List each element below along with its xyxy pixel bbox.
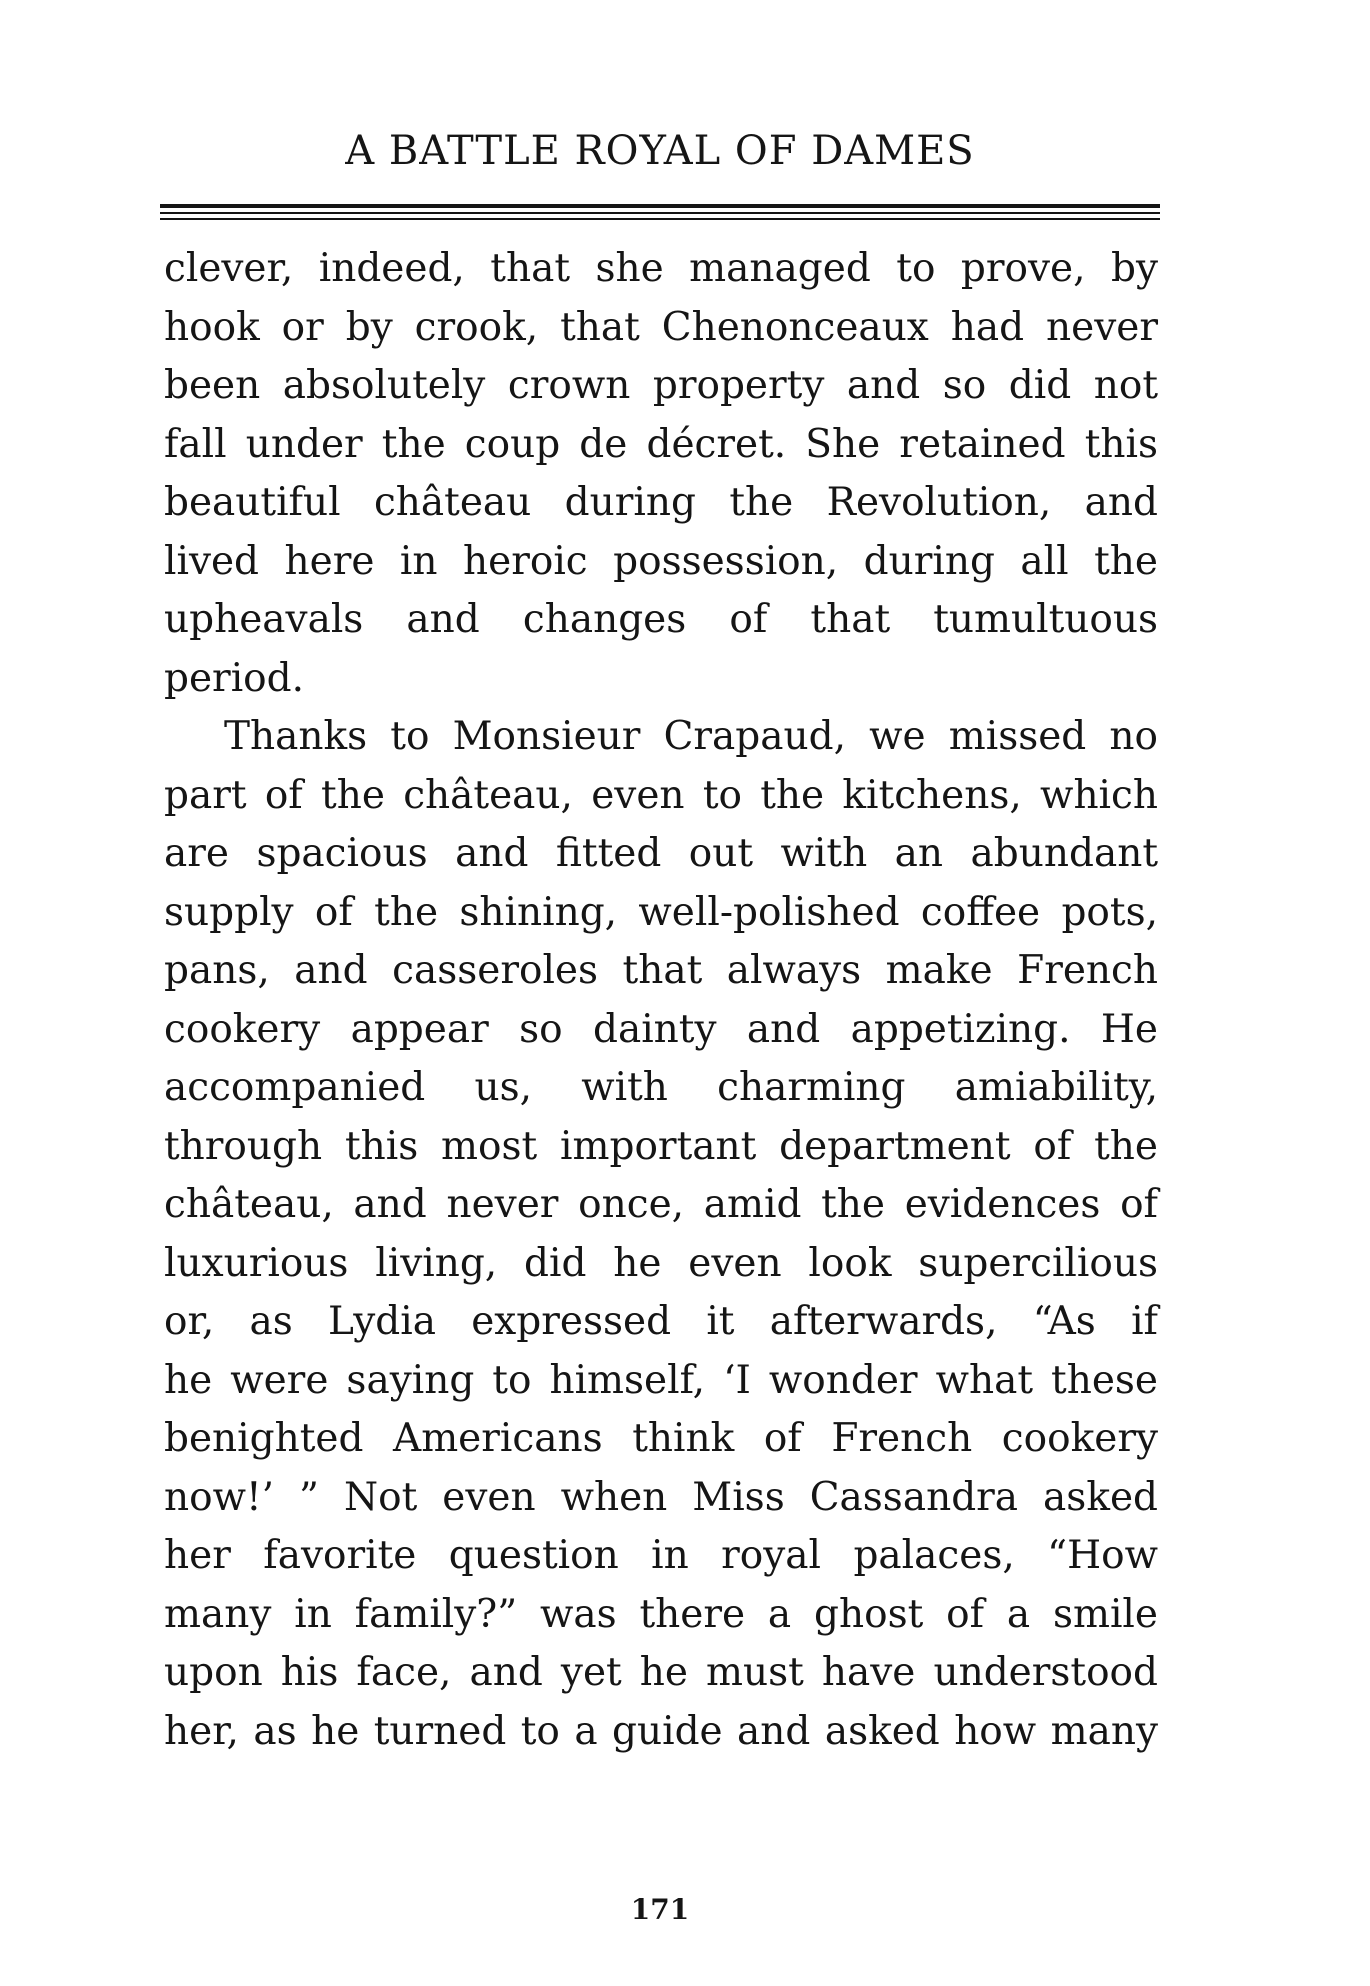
body-text [164, 240, 1158, 1761]
running-head: A BATTLE ROYAL OF DAMES [345, 128, 975, 174]
text-line: many in family?” was there a ghost of a smile [164, 1591, 1158, 1637]
text-line: clever, indeed, that she managed to prove, by [164, 246, 1158, 291]
text-line: cookery appear so dainty and appetizing. He [164, 1006, 1158, 1052]
text-line: part of the château, even to the kitchens, which [164, 772, 1158, 818]
text-line: upon his face, and yet he must have understood [164, 1650, 1158, 1695]
text-line: lived here in heroic possession, during all the [164, 538, 1158, 584]
text-line: her favorite question in royal palaces, “How [164, 1533, 1158, 1578]
text-line: her, as he turned to a guide and asked how many [164, 1708, 1158, 1754]
text-line: hook or by crook, that Chenonceaux had never [164, 304, 1158, 350]
text-line: been absolutely crown property and so did not [164, 363, 1158, 408]
header-rule-thin [160, 212, 1160, 214]
text-line: are spacious and fitted out with an abundant [164, 831, 1158, 876]
header-rule-thin [160, 218, 1160, 220]
text-line: beautiful château during the Revolution, and [164, 480, 1158, 525]
text-line: supply of the shining, well-polished coffee pots, [164, 889, 1158, 935]
text-line: pans, and casseroles that always make French [164, 948, 1158, 993]
text-line: benighted Americans think of French cookery [164, 1416, 1158, 1461]
text-line: he were saying to himself, ‘I wonder what these [164, 1357, 1158, 1403]
text-line: Thanks to Monsieur Crapaud, we missed no [224, 714, 1158, 759]
text-line: now!’ ” Not even when Miss Cassandra asked [164, 1474, 1158, 1520]
text-line: upheavals and changes of that tumultuous [164, 597, 1158, 642]
page-number: 171 [630, 1893, 690, 1926]
text-line: accompanied us, with charming amiability, [164, 1065, 1158, 1110]
text-line: château, and never once, amid the evidences of [164, 1182, 1158, 1227]
text-line: period. [164, 655, 305, 701]
text-line: fall under the coup de décret. She retained this [164, 421, 1158, 467]
header-rule-thick [160, 204, 1160, 208]
text-line: or, as Lydia expressed it afterwards, “As if [164, 1299, 1158, 1344]
text-line: through this most important department of the [164, 1123, 1158, 1169]
text-line: luxurious living, did he even look supercilious [164, 1240, 1158, 1286]
